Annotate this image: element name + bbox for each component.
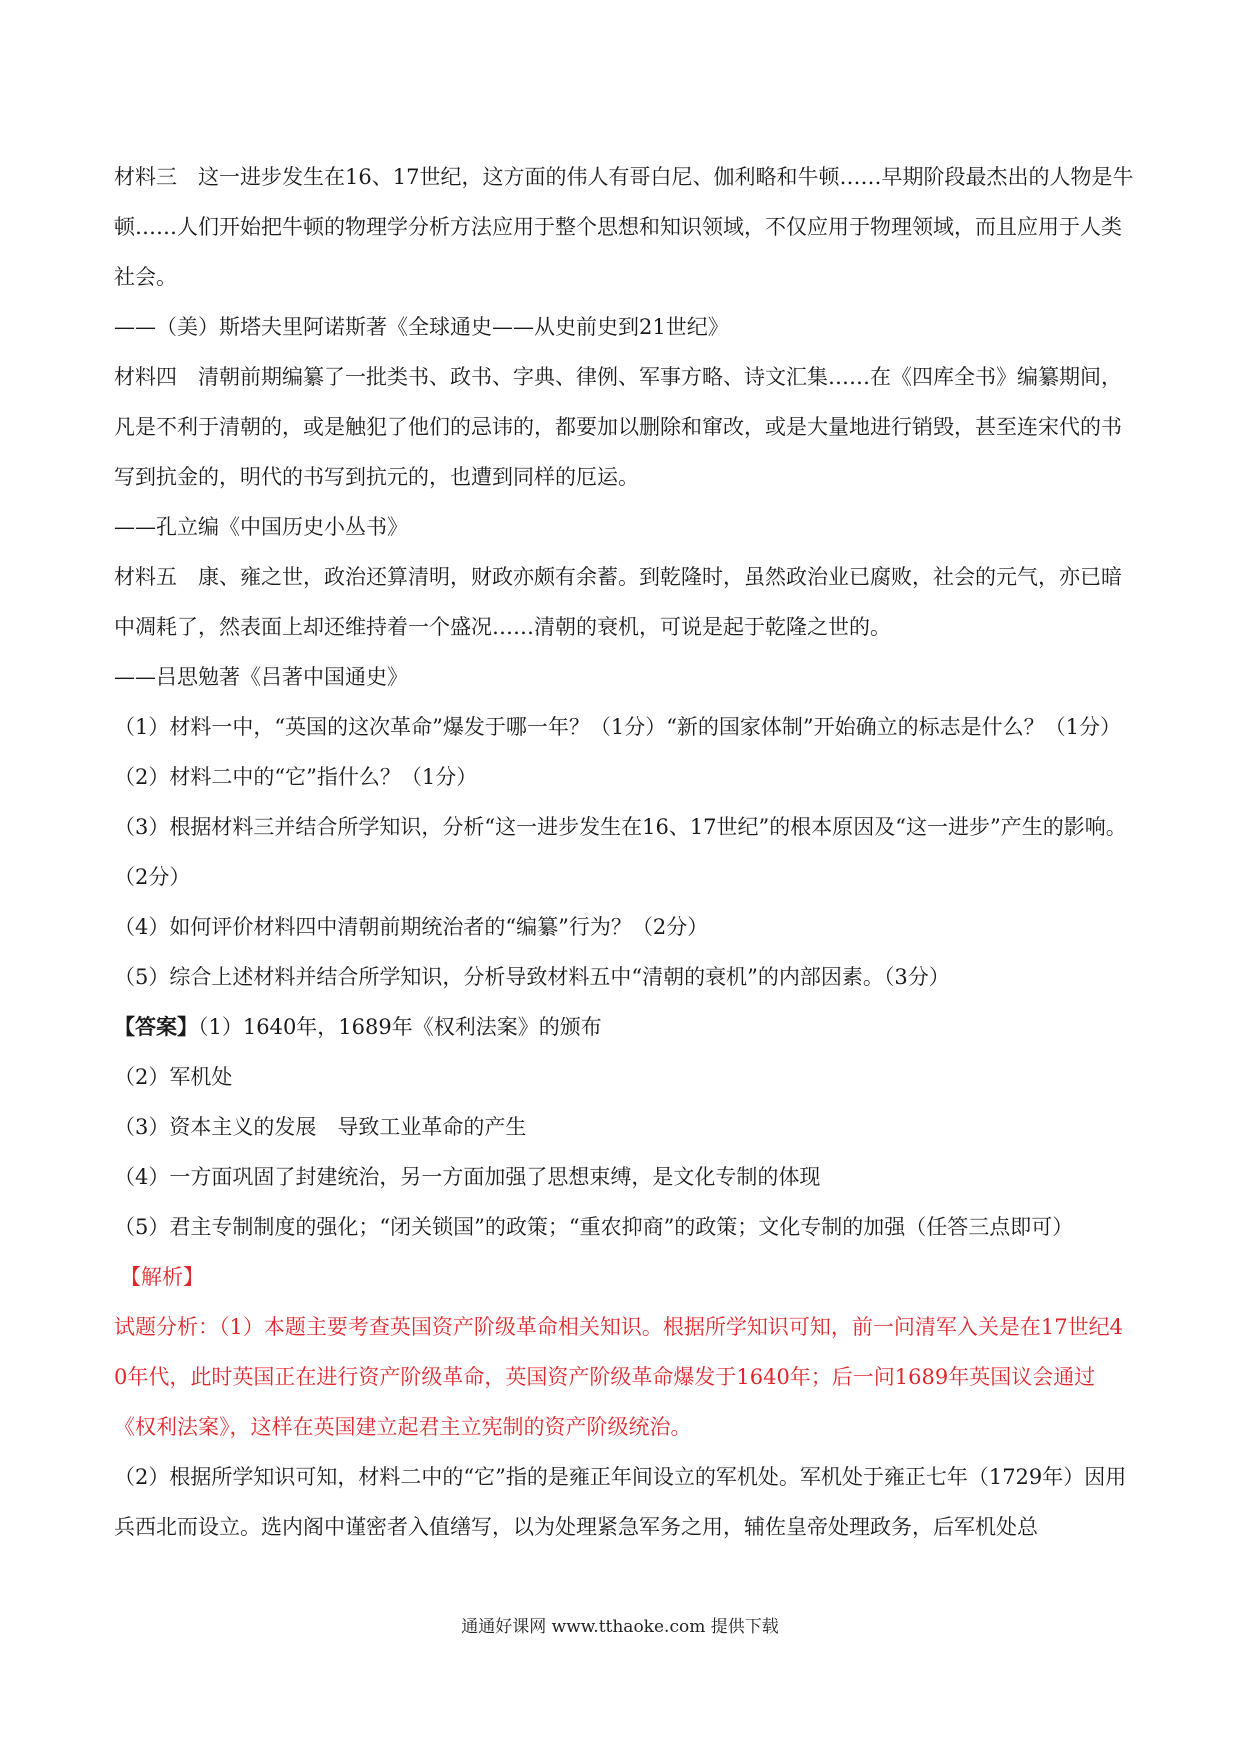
material-label: 材料三 (114, 165, 177, 189)
material-text: 清朝前期编纂了一批类书、政书、字典、律例、军事方略、诗文汇集……在《四库全书》编纂期间，凡是不利于清朝的，或是触犯了他们的忌讳的，都要加以删除和窜改，或是大量地进行销毁，甚至连宋代的书写到抗金的，明代的书写到抗元的，也遭到同样的厄运。 (114, 365, 1122, 489)
question-1: （1）材料一中，“英国的这次革命”爆发于哪一年？（1分）“新的国家体制”开始确立的标志是什么？（1分） (114, 715, 1122, 739)
question-3: （3）根据材料三并结合所学知识，分析“这一进步发生在16、17世纪”的根本原因及“这一进步”产生的影响。（2分） (114, 815, 1127, 889)
page-content (114, 152, 1134, 1552)
material-four (114, 352, 1134, 502)
answer-line-4: （4）一方面巩固了封建统治，另一方面加强了思想束缚，是文化专制的体现 (114, 1165, 821, 1189)
analysis-tag: 【解析】 (120, 1265, 204, 1289)
material-source: ——（美）斯塔夫里阿诺斯著《全球通史——从史前史到21世纪》 (114, 315, 729, 339)
answer-line-1 (114, 1002, 1134, 1052)
question-2: （2）材料二中的“它”指什么？（1分） (114, 765, 478, 789)
material-three (114, 152, 1134, 302)
answer-line-3: （3）资本主义的发展 导致工业革命的产生 (114, 1115, 527, 1139)
question-5: （5）综合上述材料并结合所学知识，分析导致材料五中“清朝的衰机”的内部因素。（3分） (114, 965, 950, 989)
question-4: （4）如何评价材料四中清朝前期统治者的“编纂”行为？（2分） (114, 915, 709, 939)
material-text: 康、雍之世，政治还算清明，财政亦颇有余蓄。到乾隆时，虽然政治业已腐败，社会的元气，亦已暗中凋耗了，然表面上却还维持着一个盛况……清朝的衰机，可说是起于乾隆之世的。 (114, 565, 1122, 639)
analysis-red-text: 试题分析：（1）本题主要考查英国资产阶级革命相关知识。根据所学知识可知，前一问清军入关是在17世纪40年代，此时英国正在进行资产阶级革命，英国资产阶级革命爆发于1640年；后一问1689年英国议会通过《权利法案》，这样在英国建立起君主立宪制的资产阶级统治。 (114, 1315, 1123, 1439)
material-five (114, 552, 1134, 652)
answer-line-2: （2）军机处 (114, 1065, 233, 1089)
analysis-heading (114, 1252, 1134, 1302)
material-source: ——孔立编《中国历史小丛书》 (114, 515, 408, 539)
answer-text: （1）1640年，1689年《权利法案》的颁布 (198, 1015, 602, 1039)
page-footer: 通通好课网 www.tthaoke.com 提供下载 (461, 1617, 779, 1637)
material-source: ——吕思勉著《吕著中国通史》 (114, 665, 408, 689)
material-label: 材料五 (114, 565, 177, 589)
answer-tag: 【答案】 (114, 1014, 198, 1039)
analysis-text: （2）根据所学知识可知，材料二中的“它”指的是雍正年间设立的军机处。军机处于雍正七年（1729年）因用兵西北而设立。选内阁中谨密者入值缮写，以为处理紧急军务之用，辅佐皇帝处理政务，后军机处总 (114, 1465, 1127, 1539)
material-text: 这一进步发生在16、17世纪，这方面的伟人有哥白尼、伽利略和牛顿……早期阶段最杰出的人物是牛顿……人们开始把牛顿的物理学分析方法应用于整个思想和知识领域，不仅应用于物理领域，而且应用于人类社会。 (114, 165, 1134, 289)
material-label: 材料四 (114, 365, 177, 389)
answer-line-5: （5）君主专制制度的强化；“闭关锁国”的政策；“重农抑商”的政策；文化专制的加强（任答三点即可） (114, 1215, 1074, 1239)
